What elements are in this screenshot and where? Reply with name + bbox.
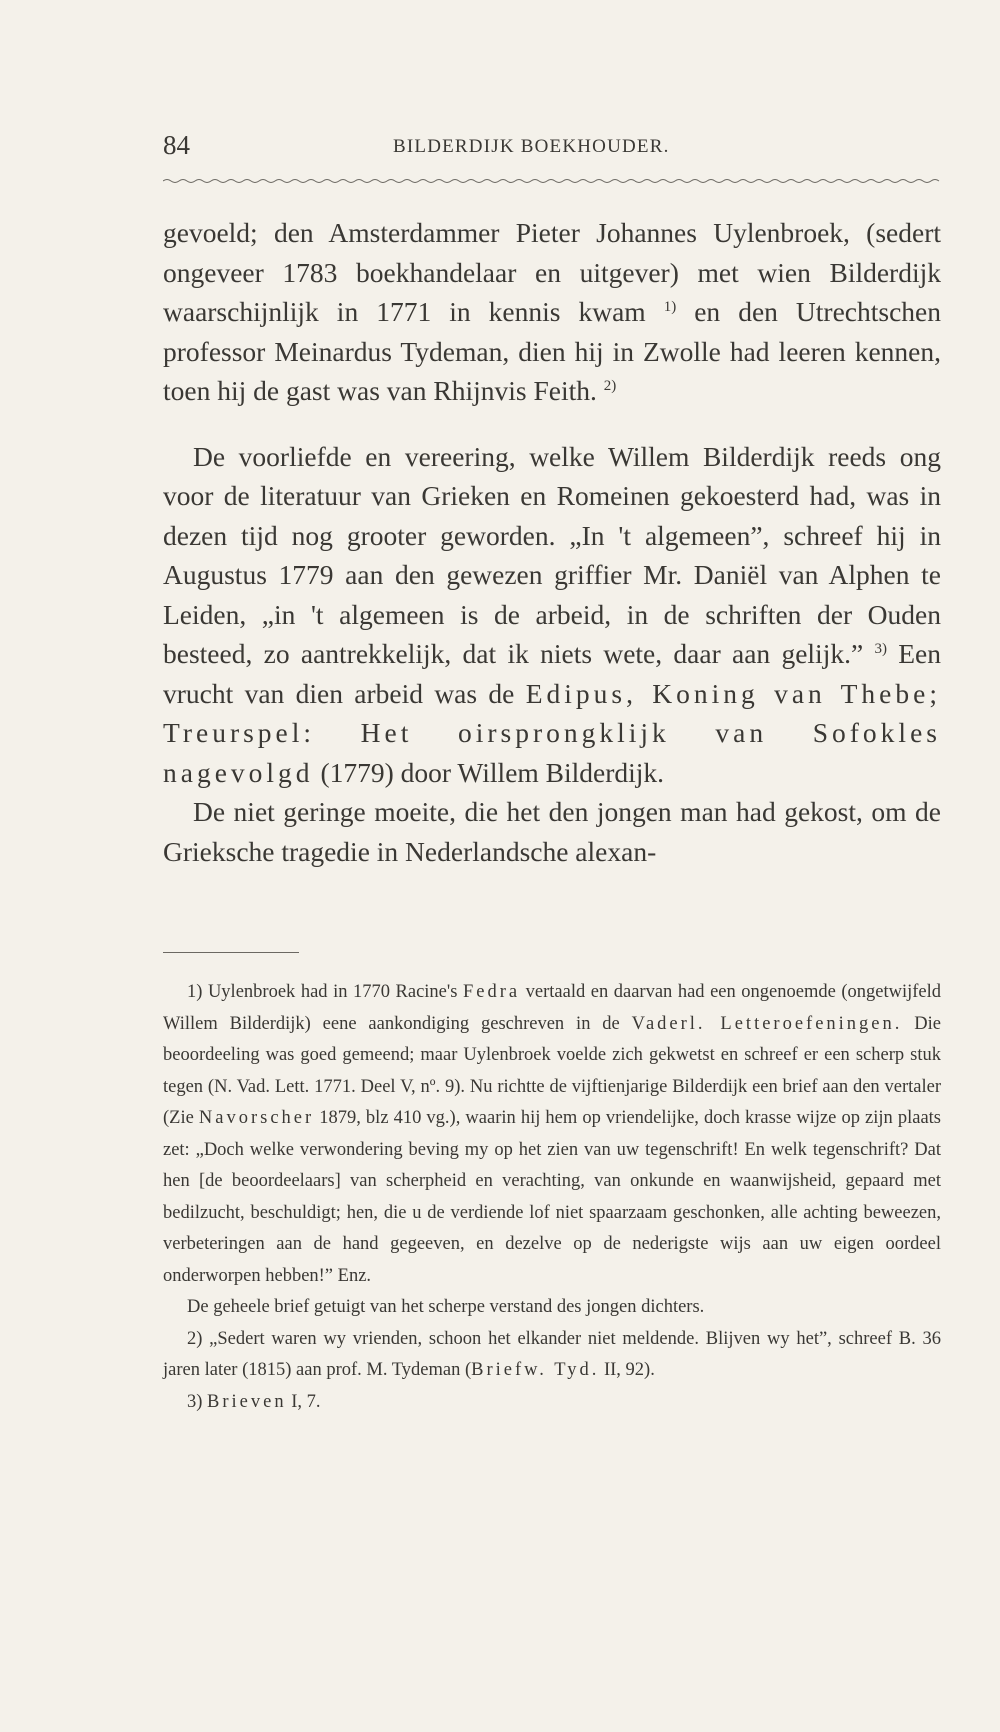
page-number: 84 [163,130,190,160]
paragraph-1: gevoeld; den Amsterdammer Pieter Johannes Uylenbroek, (sedert ongeveer 1783 boekhandelaar en uitgever) met wien Bilderdijk waarschijnlijk in 1771 in kennis kwam $^{1)}$ en den Utrechtschen professor Meinardus Tydeman, dien hij in Zwolle had leeren kennen, toen hij de gast was van Rhijnvis Feith. $^{2)}$ [163,217,941,406]
footnote-1: 1) Uylenbroek had in 1770 Racine's Fedra vertaald en daarvan had een ongenoemde (ongetwijfeld Willem Bilderdijk) eene aankondiging geschreven in de Vaderl. Letteroefeningen. Die beoordeeling was goed gemeend; maar Uylenbroek voelde zich gekwetst en schreef er een scherp stuk tegen (N. Vad. Lett. 1771. Deel V, nº. 9). Nu richtte de vijftienjarige Bilderdijk een brief aan den vertaler (Zie Navorscher 1879, blz 410 vg.), waarin hij hem op vriendelijke, doch krasse wijze op zijn plaats zet: „Doch welke verwondering beving my op het zien van uw tegenschrift! En welk tegenschrift? Dat hen [de beoordeelaars] van scherpheid en verachting, van onkunde en waanwijsheid, gepaard met bedilzucht, beschuldigt; hen, die u de verdiende lof niet spaarzaam geschonken, alle achting beweezen, verbeteringen aan de hand gegeeven, en dezelve op de nederigste wijs aan uw eigen oordeel onderworpen hebben!” Enz. [163,982,941,1286]
footnote-2: 2) „Sedert waren wy vrienden, schoon het elkander niet meldende. Blijven wy het”, schreef B. 36 jaren later (1815) aan prof. M. Tydeman (Briefw. Tyd. II, 92). [163,1328,941,1380]
paragraph-3: De niet geringe moeite, die het den jongen man had gekost, om de Grieksche tragedie in Nederlandsche alexan- [163,796,941,867]
paragraph-2: De voorliefde en vereering, welke Willem Bilderdijk reeds ong voor de literatuur van Grieken en Romeinen gekoesterd had, was in dezen tijd nog grooter geworden. „In 't algemeen”, schreef hij in Augustus 1779 aan den gewezen griffier Mr. Daniël van Alphen te Leiden, „in 't algemeen is de arbeid, in de schriften der Ouden besteed, zo aantrekkelijk, dat ik niets wete, daar aan gelijk.” $^{3)}$ Een vrucht van dien arbeid was de Edipus, Koning van Thebe; Treurspel: Het oirsprongklijk van Sofokles nagevolgd (1779) door Willem Bilderdijk. [163,440,942,788]
work-title: Edipus, Koning van Thebe; Treurspel: Het oirsprongklijk van Sofokles nagevolgd [163,677,941,788]
page-header [163,130,941,166]
footnote-1-continued: De geheele brief getuigt van het scherpe verstand des jongen dichters. [187,1297,705,1317]
footnote-ref-1: 1) [663,298,677,315]
header-wavy-rule [163,178,941,184]
running-title: BILDERDIJK BOEKHOUDER. [393,136,670,157]
main-text [163,213,941,871]
footnote-3: 3) Brieven I, 7. [187,1391,321,1412]
footnote-ref-3: 3) [874,640,887,657]
footnote-ref-2: 2) [603,377,617,394]
footnotes [163,977,941,1418]
footnote-rule [163,952,299,953]
